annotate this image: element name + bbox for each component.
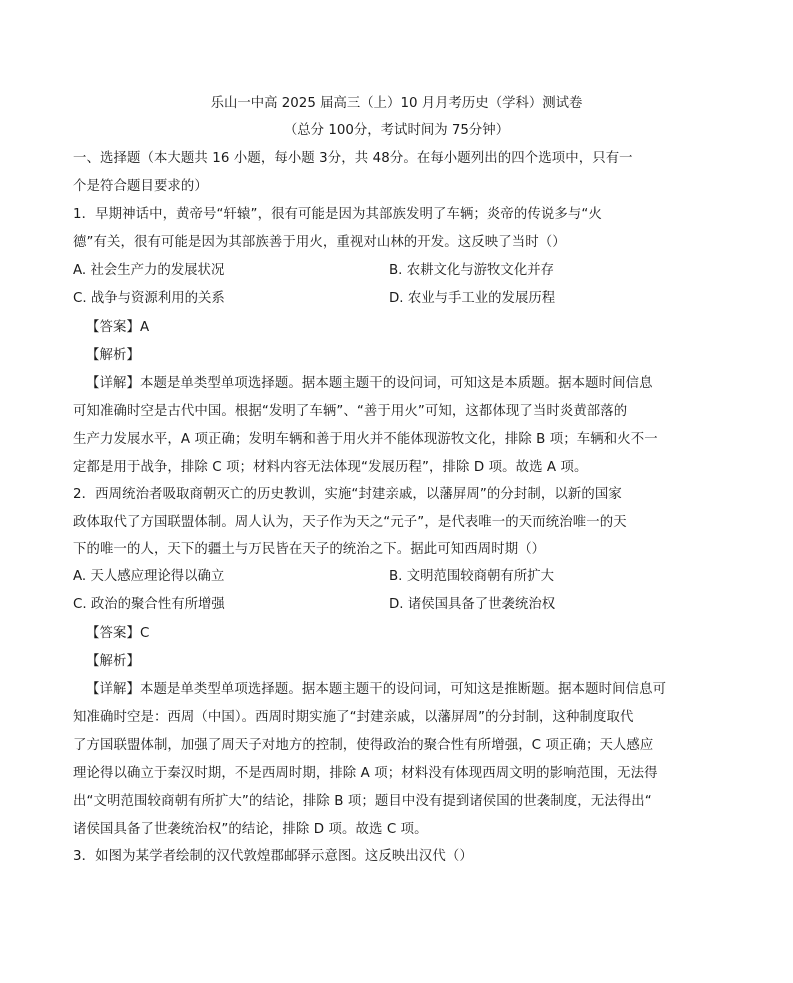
q2-detail-line5: 出“文明范围较商朝有所扩大”的结论，排除 B 项；题目中没有提到诸侯国的世袭制度，无法得出“ — [73, 794, 652, 809]
q1-detail-line1: 【详解】本题是单类型单项选择题。据本题主题干的设问词，可知这是本质题。据本题时间信息 — [86, 376, 653, 391]
q2-detail-line1: 【详解】本题是单类型单项选择题。据本题主题干的设问词，可知这是推断题。据本题时间信息可 — [86, 682, 667, 697]
q1-option-c: C. 战争与资源利用的关系 — [73, 291, 225, 306]
exam-title: 乐山一中高 2025 届高三（上）10 月月考历史（学科）测试卷 — [210, 96, 583, 111]
q1-stem-line1: 1．早期神话中，黄帝号“轩辕”，很有可能是因为其部族发明了车辆；炎帝的传说多与“火 — [73, 207, 602, 222]
q2-detail-line2: 知准确时空是：西周（中国）。西周时期实施了“封建亲戚，以藩屏周”的分封制，这种制度取代 — [73, 710, 634, 725]
q1-detail-line4: 定都是用于战争，排除 C 项；材料内容无法体现“发展历程”，排除 D 项。故选 A 项。 — [73, 460, 588, 475]
q1-detail-line3: 生产力发展水平，A 项正确；发明车辆和善于用火并不能体现游牧文化，排除 B 项；车辆和火不一 — [73, 432, 658, 447]
q1-detail-line2: 可知准确时空是古代中国。根据“发明了车辆”、“善于用火”可知，这都体现了当时炎黄部落的 — [73, 404, 628, 419]
q2-stem-line1: 2．西周统治者吸取商朝灭亡的历史教训，实施“封建亲戚，以藩屏周”的分封制，以新的国家 — [73, 487, 622, 502]
exam-subtitle: （总分 100分，考试时间为 75分钟） — [283, 123, 510, 138]
q2-detail-line4: 理论得以确立于秦汉时期，不是西周时期，排除 A 项；材料没有体现西周文明的影响范围，无法得 — [73, 766, 658, 781]
q1-option-d: D. 农业与手工业的发展历程 — [389, 291, 556, 306]
q2-answer: 【答案】C — [86, 626, 150, 641]
q1-answer: 【答案】A — [86, 320, 150, 335]
q2-option-d: D. 诸侯国具备了世袭统治权 — [389, 597, 556, 612]
q2-option-a: A. 天人感应理论得以确立 — [73, 569, 225, 584]
q2-detail-line3: 了方国联盟体制，加强了周天子对地方的控制，使得政治的聚合性有所增强，C 项正确；天人感应 — [73, 738, 654, 753]
section-heading-line2: 个是符合题目要求的） — [73, 179, 208, 194]
q1-option-a: A. 社会生产力的发展状况 — [73, 263, 225, 278]
q1-analysis-label: 【解析】 — [86, 348, 140, 363]
q2-option-c: C. 政治的聚合性有所增强 — [73, 597, 225, 612]
q2-stem-line2: 政体取代了方国联盟体制。周人认为，天子作为天之“元子”，是代表唯一的天而统治唯一的天 — [73, 515, 627, 530]
q2-analysis-label: 【解析】 — [86, 654, 140, 669]
section-heading-line1: 一、选择题（本大题共 16 小题，每小题 3分，共 48分。在每小题列出的四个选项中，只有一 — [73, 151, 633, 166]
q1-stem-line2: 德”有关，很有可能是因为其部族善于用火，重视对山林的开发。这反映了当时（） — [73, 235, 566, 250]
q2-option-b: B. 文明范围较商朝有所扩大 — [389, 569, 554, 584]
q2-stem-line3: 下的唯一的人，天下的疆土与万民皆在天子的统治之下。据此可知西周时期（） — [73, 542, 546, 557]
q2-detail-line6: 诸侯国具备了世袭统治权”的结论，排除 D 项。故选 C 项。 — [73, 822, 428, 837]
q3-stem-line1: 3．如图为某学者绘制的汉代敦煌郡邮驿示意图。这反映出汉代（） — [73, 849, 473, 864]
q1-option-b: B. 农耕文化与游牧文化并存 — [389, 263, 554, 278]
